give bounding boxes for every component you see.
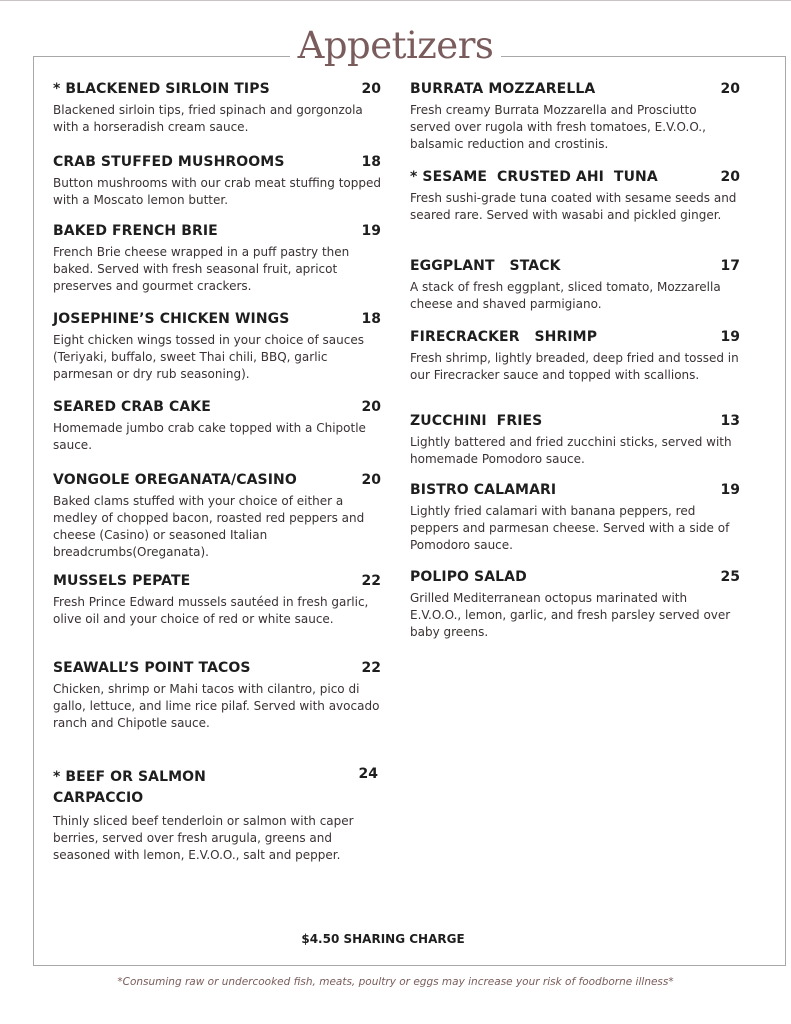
item-price: 13 <box>720 413 740 429</box>
menu-item <box>53 767 381 864</box>
item-description: Fresh shrimp, lightly breaded, deep fried and tossed in our Firecracker sauce and topped with scallions. <box>410 351 739 382</box>
item-price: 19 <box>720 482 740 498</box>
item-name: VONGOLE OREGANATA/CASINO <box>53 472 297 488</box>
item-price: 19 <box>720 329 740 345</box>
health-disclaimer: *Consuming raw or undercooked fish, meats, poultry or eggs may increase your risk of foodborne illness* <box>117 976 674 988</box>
item-description: Grilled Mediterranean octopus marinated with E.V.O.O., lemon, garlic, and fresh parsley served over baby greens. <box>410 591 731 639</box>
item-price: 25 <box>720 569 740 585</box>
item-name: SEARED CRAB CAKE <box>53 399 211 415</box>
menu-item <box>410 80 740 153</box>
menu-item <box>410 168 740 224</box>
item-name: BAKED FRENCH BRIE <box>53 223 218 239</box>
menu-item <box>53 310 381 383</box>
item-name: ZUCCHINI FRIES <box>410 413 543 429</box>
menu-item <box>410 481 740 554</box>
menu-item <box>53 398 381 454</box>
item-price: 17 <box>720 258 740 274</box>
item-description: Fresh Prince Edward mussels sautéed in fresh garlic, olive oil and your choice of red or white sauce. <box>53 595 369 626</box>
item-price: 20 <box>361 399 381 415</box>
item-description: Lightly fried calamari with banana peppers, red peppers and parmesan cheese. Served with a side of Pomodoro sauce. <box>410 504 730 552</box>
menu-item <box>410 412 740 468</box>
item-description: Chicken, shrimp or Mahi tacos with cilantro, pico di gallo, lettuce, and lime rice pilaf. Served with avocado ranch and Chipotle sauce. <box>53 682 380 730</box>
menu-item <box>53 153 381 209</box>
menu-item <box>53 572 381 628</box>
item-price: 20 <box>361 472 381 488</box>
menu-item <box>53 80 381 136</box>
item-description: French Brie cheese wrapped in a puff pastry then baked. Served with fresh seasonal fruit, apricot preserves and gourmet crackers. <box>53 245 350 293</box>
item-name: POLIPO SALAD <box>410 569 527 585</box>
item-description: Lightly battered and fried zucchini sticks, served with homemade Pomodoro sauce. <box>410 435 732 466</box>
item-name: * BLACKENED SIRLOIN TIPS <box>53 81 270 97</box>
item-price: 20 <box>720 169 740 185</box>
item-name: MUSSELS PEPATE <box>53 573 191 589</box>
item-name: * SESAME CRUSTED AHI TUNA <box>410 169 658 185</box>
item-name: BISTRO CALAMARI <box>410 482 557 498</box>
sharing-charge: $4.50 SHARING CHARGE <box>301 932 465 946</box>
top-divider <box>0 0 791 1</box>
item-name: BURRATA MOZZARELLA <box>410 81 596 97</box>
item-name: SEAWALL’S POINT TACOS <box>53 660 251 676</box>
menu-item <box>53 222 381 295</box>
item-price: 18 <box>361 154 381 170</box>
item-price: 19 <box>361 223 381 239</box>
item-description: Blackened sirloin tips, fried spinach and gorgonzola with a horseradish cream sauce. <box>53 103 363 134</box>
item-description: Eight chicken wings tossed in your choice of sauces (Teriyaki, buffalo, sweet Thai chili, BBQ, garlic parmesan or dry rub seasoning). <box>53 333 364 381</box>
item-description: Homemade jumbo crab cake topped with a Chipotle sauce. <box>53 421 366 452</box>
item-description: A stack of fresh eggplant, sliced tomato, Mozzarella cheese and shaved parmigiano. <box>410 280 721 311</box>
item-name: * BEEF OR SALMON CARPACCIO <box>53 769 211 806</box>
item-description: Button mushrooms with our crab meat stuffing topped with a Moscato lemon butter. <box>53 176 381 207</box>
item-description: Baked clams stuffed with your choice of either a medley of chopped bacon, roasted red peppers and cheese (Casino) or seasoned Italian breadcrumbs(Oreganata). <box>53 494 365 559</box>
menu-item <box>53 471 381 561</box>
item-name: JOSEPHINE’S CHICKEN WINGS <box>53 311 290 327</box>
item-name: FIRECRACKER SHRIMP <box>410 329 598 345</box>
item-name: EGGPLANT STACK <box>410 258 561 274</box>
item-price: 18 <box>361 311 381 327</box>
item-description: Thinly sliced beef tenderloin or salmon with caper berries, served over fresh arugula, greens and seasoned with lemon, E.V.O.O., salt and pepper. <box>53 814 354 862</box>
page-title: Appetizers <box>0 24 791 67</box>
menu-item <box>410 568 740 641</box>
item-description: Fresh creamy Burrata Mozzarella and Prosciutto served over rugola with fresh tomatoes, E.V.O.O., balsamic reduction and crostinis. <box>410 103 706 151</box>
item-description: Fresh sushi-grade tuna coated with sesame seeds and seared rare. Served with wasabi and pickled ginger. <box>410 191 737 222</box>
item-name: CRAB STUFFED MUSHROOMS <box>53 154 285 170</box>
menu-item <box>53 659 381 732</box>
menu-item <box>410 257 740 313</box>
item-price: 22 <box>361 660 381 676</box>
item-price: 20 <box>361 81 381 97</box>
menu-item <box>410 328 740 384</box>
item-price: 20 <box>720 81 740 97</box>
item-price: 22 <box>361 573 381 589</box>
item-price: 24 <box>358 766 378 782</box>
